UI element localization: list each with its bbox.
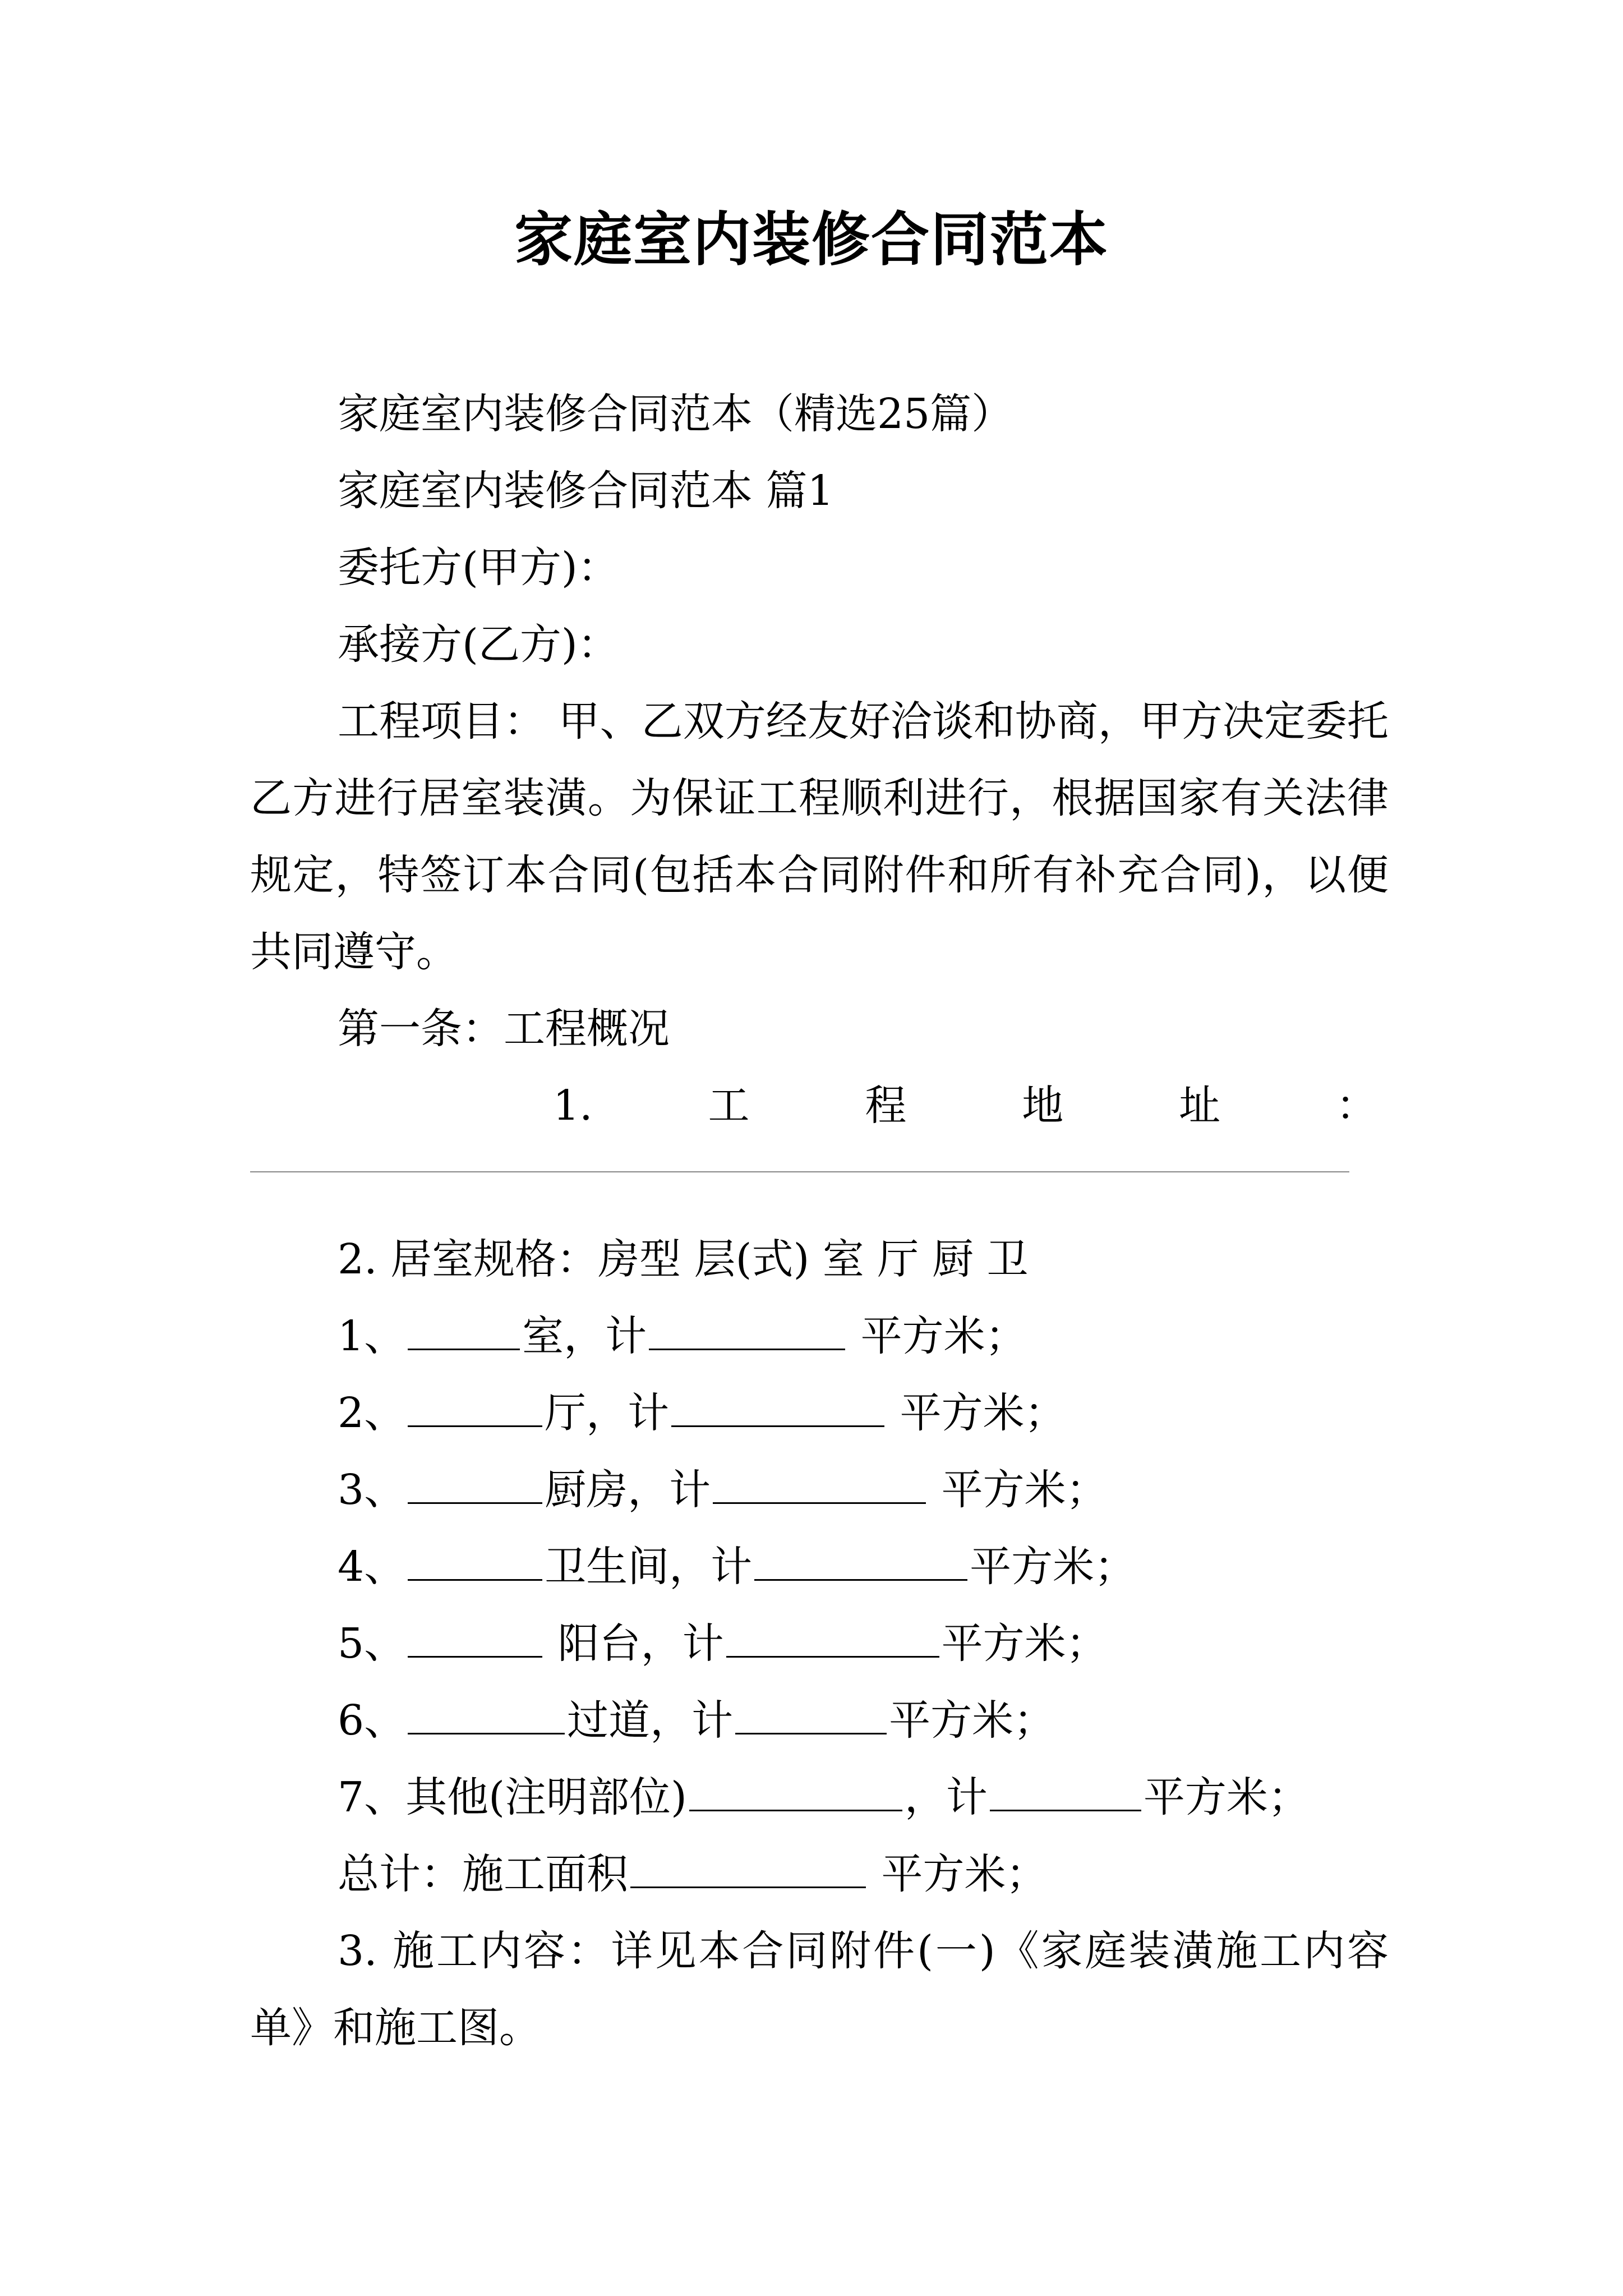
article-1-heading: 第一条：工程概况 bbox=[338, 1005, 670, 1053]
fill-blank bbox=[713, 1466, 926, 1504]
address-char: ： bbox=[1335, 1082, 1377, 1130]
fill-blank bbox=[408, 1313, 520, 1350]
item-unit: 平方米； bbox=[928, 1466, 1108, 1514]
room-item-3 bbox=[250, 1452, 1389, 1529]
item-unit: 平方米； bbox=[868, 1850, 1048, 1898]
item-number: 1、 bbox=[338, 1312, 406, 1360]
fill-blank bbox=[408, 1697, 565, 1734]
address-blank-line bbox=[250, 1144, 1389, 1221]
party-a-line: 委托方(甲方)： bbox=[338, 544, 619, 592]
total-area-line bbox=[250, 1836, 1389, 1913]
room-item-7 bbox=[250, 1759, 1389, 1836]
item-unit: 平方米； bbox=[1143, 1773, 1310, 1821]
room-item-1 bbox=[250, 1298, 1389, 1375]
item-unit: 平方米； bbox=[970, 1543, 1136, 1591]
fill-blank bbox=[990, 1774, 1141, 1811]
address-number: 1. bbox=[553, 1082, 593, 1130]
address-line bbox=[250, 1068, 1389, 1144]
room-item-4 bbox=[250, 1529, 1389, 1605]
item-label: 阳台，计 bbox=[545, 1619, 724, 1668]
address-char: 址 bbox=[1179, 1082, 1221, 1130]
item-number: 5、 bbox=[338, 1619, 406, 1668]
item-unit: 平方米； bbox=[847, 1312, 1027, 1360]
chapter-heading: 家庭室内装修合同范本 篇1 bbox=[338, 467, 834, 515]
party-b-line: 承接方(乙方)： bbox=[338, 620, 619, 669]
fill-blank bbox=[408, 1466, 542, 1504]
address-char: 地 bbox=[1022, 1082, 1064, 1130]
room-spec-line: 2. 居室规格：房型 层(式) 室 厅 厨 卫 bbox=[338, 1235, 1029, 1283]
subtitle-line: 家庭室内装修合同范本（精选25篇） bbox=[338, 390, 1013, 438]
room-item-6 bbox=[250, 1682, 1389, 1759]
address-char: 工 bbox=[708, 1082, 750, 1130]
fill-blank bbox=[726, 1620, 939, 1658]
room-item-5 bbox=[250, 1605, 1389, 1682]
item-number: 3、 bbox=[338, 1466, 406, 1514]
fill-blank bbox=[735, 1697, 887, 1734]
item-unit: 平方米； bbox=[889, 1696, 1055, 1745]
item-number: 2、 bbox=[338, 1389, 406, 1437]
address-underline bbox=[250, 1171, 1349, 1172]
address-char: 程 bbox=[865, 1082, 907, 1130]
item-label: 7、其他(注明部位) bbox=[338, 1773, 687, 1821]
fill-blank bbox=[630, 1851, 866, 1888]
item-label: 厨房，计 bbox=[545, 1466, 711, 1514]
document-title: 家庭室内装修合同范本 bbox=[514, 205, 1109, 274]
item-unit: 平方米； bbox=[941, 1619, 1108, 1668]
fill-blank bbox=[689, 1774, 902, 1811]
item-label: ，计 bbox=[904, 1773, 988, 1821]
fill-blank bbox=[408, 1543, 542, 1581]
fill-blank bbox=[754, 1543, 967, 1581]
item-label: 厅，计 bbox=[545, 1389, 670, 1437]
item-label: 卫生间，计 bbox=[545, 1543, 753, 1591]
item-label: 总计：施工面积 bbox=[338, 1850, 628, 1898]
item-number: 4、 bbox=[338, 1543, 406, 1591]
item-label: 室，计 bbox=[522, 1312, 647, 1360]
item-label: 过道，计 bbox=[567, 1696, 734, 1745]
fill-blank bbox=[408, 1389, 542, 1427]
project-paragraph: 工程项目： 甲、乙双方经友好洽谈和协商，甲方决定委托乙方进行居室装潢。为保证工程顺利进行，根据国家有关法律规定，特签订本合同(包括本合同附件和所有补充合同)，以便共同遵守。 bbox=[250, 697, 1389, 976]
document-body bbox=[250, 376, 1389, 2067]
construction-content-paragraph: 3. 施工内容：详见本合同附件(一)《家庭装潢施工内容单》和施工图。 bbox=[250, 1927, 1389, 2052]
item-unit: 平方米； bbox=[887, 1389, 1066, 1437]
room-item-2 bbox=[250, 1375, 1389, 1452]
fill-blank bbox=[408, 1620, 542, 1658]
fill-blank bbox=[649, 1313, 845, 1350]
item-number: 6、 bbox=[338, 1696, 406, 1745]
fill-blank bbox=[671, 1389, 884, 1427]
